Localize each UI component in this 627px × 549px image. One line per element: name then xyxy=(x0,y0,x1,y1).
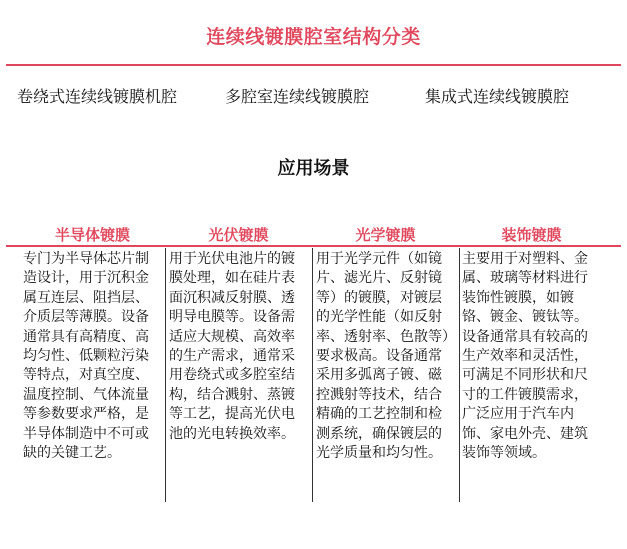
section-subtitle: 应用场景 xyxy=(277,158,350,179)
column-header-decorative: 装饰镀膜 xyxy=(501,226,562,244)
column-body-optical: 用于光学元件（如镜片、滤光片、反射镜等）的镀膜，对镀层的光学性能（如反射率、透射率、色散等）要求极高。设备通常采用多弧离子镀、磁控溅射等技术，结合精确的工艺控制和检测系统，确保镀层的光学质量和均匀性。 xyxy=(316,251,449,462)
column-body-semiconductor: 专门为半导体芯片制造设计，用于沉积金属互连层、阻挡层、介质层等薄膜。设备通常具有高精度、高均匀性、低颗粒污染等特点，对真空度、温度控制、气体流量等参数要求严格，是半导体制造中不可或缺的关键工艺。 xyxy=(23,251,149,462)
chamber-type-multi-chamber: 多腔室连续线镀膜腔 xyxy=(225,87,370,106)
chamber-type-integrated: 集成式连续线镀膜腔 xyxy=(425,87,570,106)
page-title: 连续线镀膜腔室结构分类 xyxy=(206,26,421,48)
header-divider xyxy=(6,245,621,247)
column-separator xyxy=(459,248,460,502)
column-header-semiconductor: 半导体镀膜 xyxy=(54,226,130,244)
column-header-photovoltaic: 光伏镀膜 xyxy=(208,226,269,244)
column-header-optical: 光学镀膜 xyxy=(355,226,416,244)
chamber-type-list xyxy=(0,84,627,108)
column-separator xyxy=(312,248,313,502)
chamber-type-roll-to-roll: 卷绕式连续线镀膜机腔 xyxy=(17,87,178,106)
column-body-photovoltaic: 用于光伏电池片的镀膜处理，如在硅片表面沉积减反射膜、透明导电膜等。设备需适应大规模、高效率的生产需求，通常采用卷绕式或多腔室结构，结合溅射、蒸镀等工艺，提高光伏电池的光电转换效率。 xyxy=(169,251,295,442)
column-separator xyxy=(165,248,166,502)
title-divider xyxy=(6,64,621,66)
column-body-decorative: 主要用于对塑料、金属、玻璃等材料进行装饰性镀膜，如镀铬、镀金、镀钛等。设备通常具有较高的生产效率和灵活性，可满足不同形状和尺寸的工件镀膜需求，广泛应用于汽车内饰、家电外壳、建筑装饰等领域。 xyxy=(462,251,588,462)
